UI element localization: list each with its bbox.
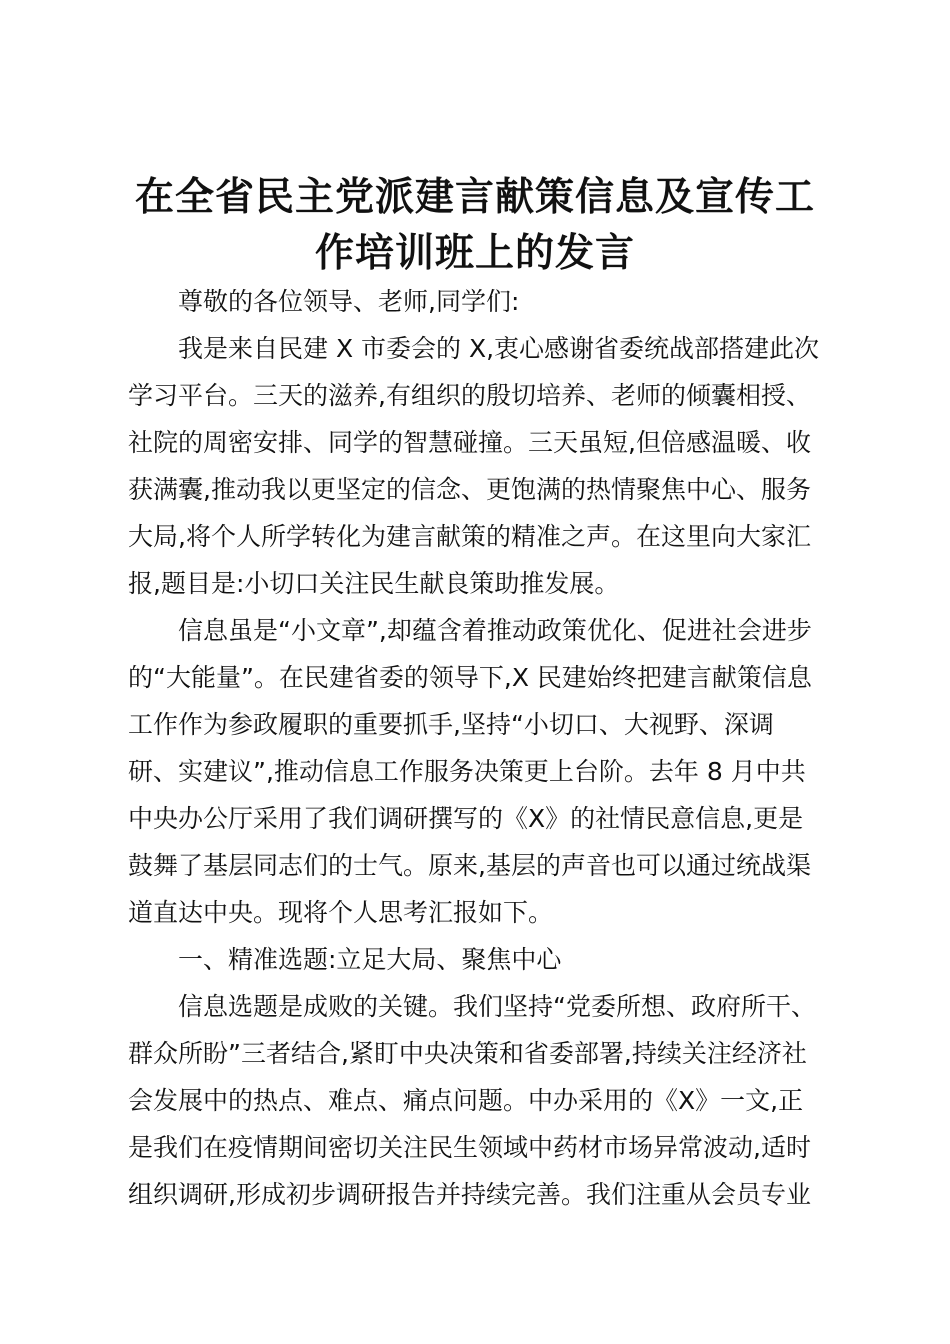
body-line: 获满囊,推动我以更坚定的信念、更饱满的热情聚焦中心、服务 [128,475,811,504]
body-line: 鼓舞了基层同志们的士气。原来,基层的声音也可以通过统战渠 [128,851,811,880]
document-title [110,170,840,282]
body-line: 会发展中的热点、难点、痛点问题。中办采用的《X》一文,正 [128,1086,804,1115]
document-body [128,278,828,1218]
body-line: 信息选题是成败的关键。我们坚持“党委所想、政府所干、 [178,992,816,1021]
title-line-1: 在全省民主党派建言献策信息及宣传工 [134,175,815,220]
body-line: 学习平台。三天的滋养,有组织的殷切培养、老师的倾囊相授、 [128,381,811,410]
body-line: 报,题目是:小切口关注民生献良策助推发展。 [128,569,620,598]
body-line: 组织调研,形成初步调研报告并持续完善。我们注重从会员专业 [128,1180,811,1209]
body-line: 群众所盼”三者结合,紧盯中央决策和省委部署,持续关注经济社 [128,1039,807,1068]
title-line-2: 作培训班上的发言 [314,231,635,276]
body-line: 工作作为参政履职的重要抓手,坚持“小切口、大视野、深调 [128,710,774,739]
body-line: 我是来自民建 X 市委会的 X,衷心感谢省委统战部搭建此次 [178,334,820,363]
body-line: 社院的周密安排、同学的智慧碰撞。三天虽短,但倍感温暖、收 [128,428,811,457]
body-line: 大局,将个人所学转化为建言献策的精准之声。在这里向大家汇 [128,522,811,551]
body-line: 研、实建议”,推动信息工作服务决策更上台阶。去年 8 月中共 [128,757,806,786]
body-line: 一、精准选题:立足大局、聚焦中心 [178,945,562,974]
body-line: 是我们在疫情期间密切关注民生领域中药材市场异常波动,适时 [128,1133,811,1162]
body-line: 尊敬的各位领导、老师,同学们: [178,287,520,316]
body-line: 中央办公厅采用了我们调研撰写的《X》的社情民意信息,更是 [128,804,804,833]
body-line: 道直达中央。现将个人思考汇报如下。 [128,898,554,927]
body-line: 信息虽是“小文章”,却蕴含着推动政策优化、促进社会进步 [178,616,812,645]
body-line: 的“大能量”。在民建省委的领导下,X 民建始终把建言献策信息 [128,663,812,692]
